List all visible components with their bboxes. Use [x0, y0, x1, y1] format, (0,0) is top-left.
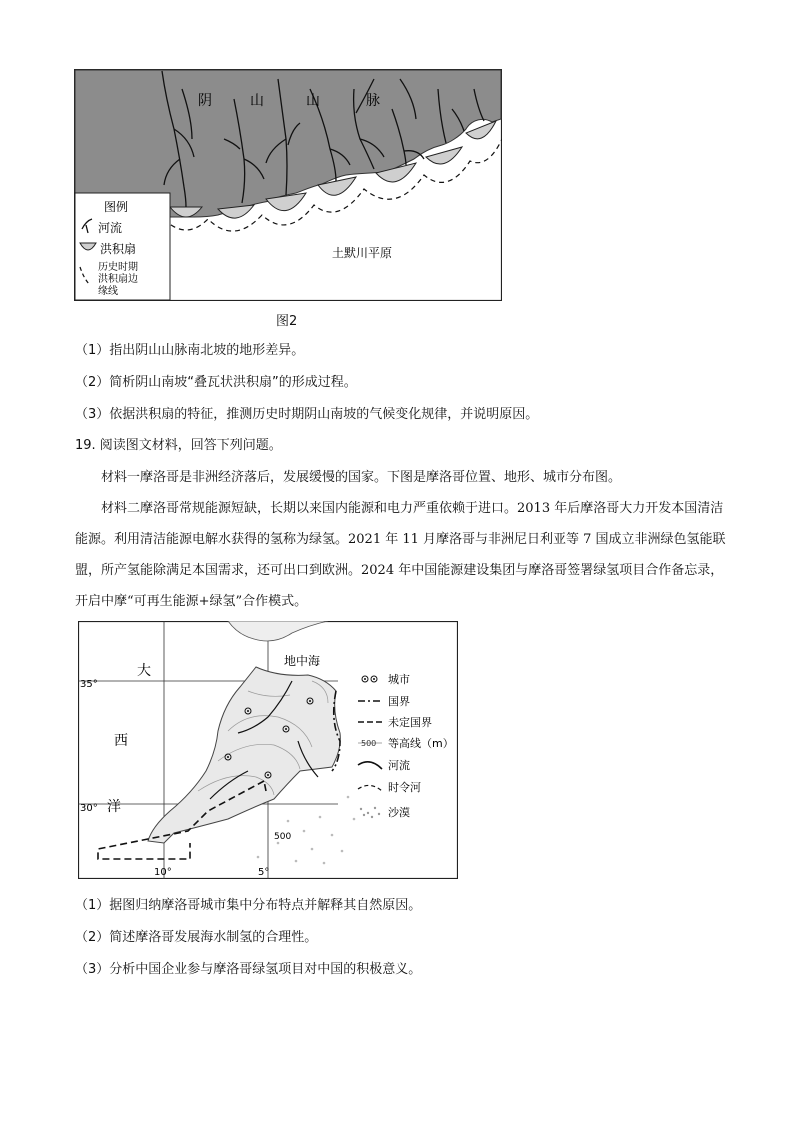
legend-edge-line1: 历史时期: [98, 262, 138, 273]
contour-label: 500: [274, 832, 292, 842]
figure2-legend: [75, 193, 170, 300]
lat-label-35: 35°: [80, 679, 98, 690]
legend-seasonal-river: 时令河: [388, 781, 421, 794]
legend-title: 图例: [104, 200, 129, 214]
sea-label: 地中海: [284, 654, 321, 668]
mountain-char-4: 脉: [366, 93, 380, 109]
legend-river: 河流: [388, 759, 410, 772]
lon-label-10: 10°: [154, 867, 172, 878]
q19-item-1: （1）据图归纳摩洛哥城市集中分布特点并解释其自然原因。: [75, 898, 422, 913]
legend-edge-line3: 缘线: [98, 286, 118, 297]
mountain-char-3: 山: [306, 93, 320, 109]
ocean-char-1: 大: [137, 663, 151, 679]
q19-item-3: （3）分析中国企业参与摩洛哥绿氢项目对中国的积极意义。: [75, 962, 422, 977]
legend-contour: 等高线（m）: [388, 737, 454, 750]
q18-item-2: （2）简析阴山南坡“叠瓦状洪积扇”的形成过程。: [75, 375, 357, 390]
legend-edge-line2: 洪积扇边: [98, 274, 138, 285]
q19-material2: 材料二摩洛哥常规能源短缺，长期以来国内能源和电力严重依赖于进口。2013 年后摩洛哥大力开发本国清洁能源。利用清洁能源电解水获得的氢称为绿氢。2021 年 11 月摩洛哥与非洲尼日利亚等 7 国成立非洲绿色氢能联盟，所产氢能除满足本国需求，还可出口到欧洲。2024 年中国能源建设集团与摩洛哥签署绿氢项目合作备忘录，开启中摩“可再生能源+绿氢”合作模式。: [75, 501, 726, 609]
q19-heading: 19. 阅读图文材料，回答下列问题。: [75, 438, 282, 453]
lon-label-5: 5°: [258, 867, 270, 878]
morocco-map: [78, 621, 458, 879]
mountain-char-1: 阴: [198, 93, 212, 109]
legend-border: 国界: [388, 695, 410, 708]
plain-label: 土默川平原: [332, 246, 393, 260]
legend-fan: 洪积扇: [100, 242, 137, 256]
q18-item-3: （3）依据洪积扇的特征，推测历史时期阴山南坡的气候变化规律，并说明原因。: [75, 407, 539, 422]
lat-label-30: 30°: [80, 803, 98, 814]
ocean-char-2: 西: [114, 733, 128, 749]
q19-item-2: （2）简述摩洛哥发展海水制氢的合理性。: [75, 930, 318, 945]
q18-item-1: （1）指出阴山山脉南北坡的地形差异。: [75, 343, 305, 358]
contour-symbol-text: 500: [361, 739, 377, 748]
legend-river: 河流: [98, 221, 123, 235]
figure2-map: [74, 69, 502, 301]
legend-desert: 沙漠: [388, 806, 410, 819]
ocean-char-3: 洋: [107, 799, 121, 815]
legend-undefined-border: 未定国界: [388, 716, 432, 729]
legend-city: 城市: [388, 673, 410, 686]
mountain-char-2: 山: [250, 93, 264, 109]
q19-material1: 材料一摩洛哥是非洲经济落后，发展缓慢的国家。下图是摩洛哥位置、地形、城市分布图。: [101, 470, 622, 485]
figure2-caption: 图2: [276, 314, 298, 329]
